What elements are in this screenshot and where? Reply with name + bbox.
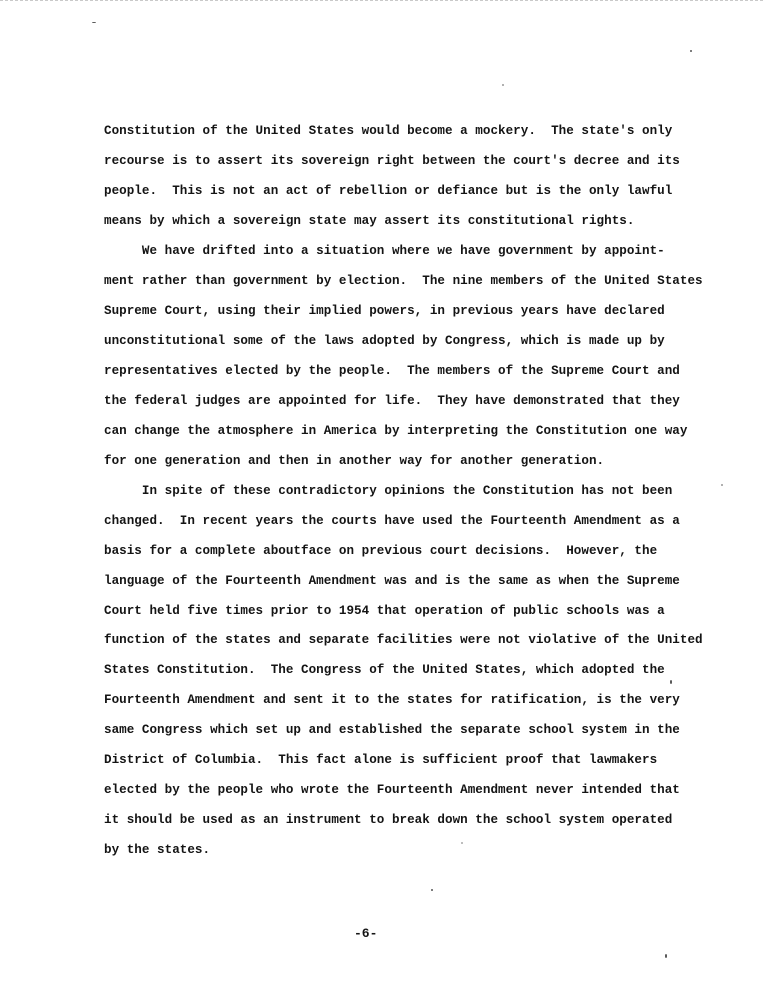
text-line: District of Columbia. This fact alone is sufficient proof that lawmakers [104,753,658,767]
page-number: -6- [354,926,378,941]
paragraph-start-line: In spite of these contradictory opinions the Constitution has not been [104,484,673,498]
text-line: Fourteenth Amendment and sent it to the states for ratification, is the very [104,693,680,707]
scan-speck [461,842,463,844]
text-line: for one generation and then in another way for another generation. [104,454,605,468]
text-line: can change the atmosphere in America by interpreting the Constitution one way [104,424,688,438]
scan-speck [92,22,96,23]
scan-speck [690,50,692,52]
scan-speck [721,484,723,486]
text-line: people. This is not an act of rebellion or defiance but is the only lawful [104,184,673,198]
text-line: Constitution of the United States would become a mockery. The state's only [104,124,673,138]
text-line: ment rather than government by election. The nine members of the United States [104,274,703,288]
scan-speck [670,680,672,684]
text-line: means by which a sovereign state may assert its constitutional rights. [104,214,635,228]
text-line: the federal judges are appointed for life. They have demonstrated that they [104,394,680,408]
text-line: unconstitutional some of the laws adopted by Congress, which is made up by [104,334,665,348]
text-line: language of the Fourteenth Amendment was and is the same as when the Supreme [104,574,680,588]
scan-speck [502,84,504,86]
text-line: Supreme Court, using their implied powers, in previous years have declared [104,304,665,318]
text-line: representatives elected by the people. The members of the Supreme Court and [104,364,680,378]
scan-speck [431,889,433,891]
text-line: recourse is to assert its sovereign right between the court's decree and its [104,154,680,168]
scan-speck [665,954,667,958]
text-line: Court held five times prior to 1954 that operation of public schools was a [104,604,665,618]
page-top-edge [0,0,763,1]
text-line: by the states. [104,843,211,857]
text-line: elected by the people who wrote the Fourteenth Amendment never intended that [104,783,680,797]
text-line: basis for a complete aboutface on previous court decisions. However, the [104,544,658,558]
paragraph-start-line: We have drifted into a situation where we have government by appoint- [104,244,665,258]
text-line: same Congress which set up and established the separate school system in the [104,723,680,737]
text-line: changed. In recent years the courts have used the Fourteenth Amendment as a [104,514,680,528]
text-line: States Constitution. The Congress of the United States, which adopted the [104,663,665,677]
text-line: function of the states and separate facilities were not violative of the United [104,633,703,647]
text-line: it should be used as an instrument to break down the school system operated [104,813,673,827]
